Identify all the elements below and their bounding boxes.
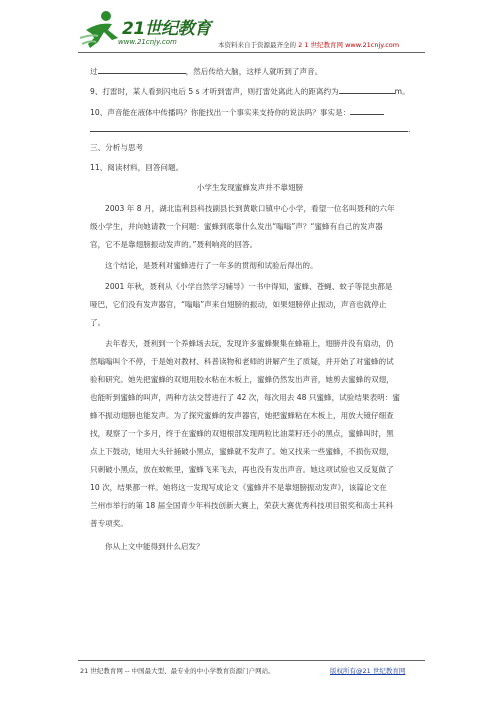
line-continuation-start: 过 [90, 67, 98, 76]
paragraph-4-line: 去年春天，聂利到一个养蜂场去玩，发现许多蜜蜂聚集在蜂箱上，翅膀并没有扇动，仍 [105, 339, 394, 348]
section-heading: 三、分析与思考 [90, 143, 144, 152]
paragraph-1-line: 官，它不是靠翅膀振动发声的。”聂利响亮的回答。 [90, 240, 258, 249]
closing-question: 你从上文中能得到什么启发？ [105, 542, 204, 551]
paragraph-3-line: 2001 年秋，聂利从《小学自然学习辅导》一书中得知，蜜蜂、苍蝇、蚊子等昆虫都是 [105, 282, 393, 291]
logo-url-text: www.21cnjy.com [118, 38, 177, 46]
logo-brand-text: 21世纪教育 [122, 19, 211, 39]
paragraph-2: 这个结论，是聂利对蜜蜂进行了一年多的贯彻和试验后得出的。 [105, 261, 318, 270]
question-10-answer-line: . [90, 123, 410, 135]
paragraph-4-line: 点上下鼓动，她用大头针捅破小黑点，蜜蜂就不发声了。她又找来一些蜜蜂，不损伤双翅， [90, 447, 394, 456]
header-divider [78, 52, 425, 53]
footer-copyright-link[interactable]: 版权所有@21 世纪教育网 [330, 667, 406, 675]
paragraph-4-line: 验和研究。她先把蜜蜂的双翅用胶水粘在木板上，蜜蜂仍然发出声音，她剪去蜜蜂的双翅， [90, 375, 394, 384]
paragraph-3-line: 哑巴，它们没有发声器官，“嗡嗡”声来自翅膀的振动，如果翅膀停止振动，声音也就停止 [90, 300, 387, 309]
question-9-unit: m。 [394, 87, 410, 96]
question-10-text: 10、声音能在液体中传播吗？你能找出一个事实来支持你的说法吗？事实是： [90, 108, 351, 117]
article-title: 小学生发现蜜蜂发声并不靠翅膀 [196, 183, 304, 192]
paragraph-4-line: 兰州市举行的第 18 届全国青少年科技创新大赛上，荣获大赛优秀科技项目银奖和高士其科 [90, 501, 394, 510]
answer-blank[interactable] [98, 65, 186, 74]
header-note-url[interactable]: www.21cnjy.com [345, 41, 400, 49]
footer-site-description: 21 世纪教育网 -- 中国最大型、最专业的中小学教育资源门户网站。 [80, 667, 275, 675]
line-continuation-end: ，然后传给大脑，这样人就听到了声音。 [185, 67, 323, 76]
answer-blank[interactable] [350, 106, 384, 115]
header-note-prefix: 本资料来自于资源最齐全的 [218, 41, 296, 49]
page-header [0, 0, 500, 60]
site-logo[interactable] [78, 8, 211, 54]
header-note [218, 40, 399, 49]
answer-blank[interactable] [339, 85, 395, 94]
paragraph-4-line: 然嗡嗡叫个不停，于是她对教材、科普读物和老师的讲解产生了质疑，并开始了对蜜蜂的试 [90, 357, 394, 366]
question-10 [90, 106, 384, 118]
paragraph-4-line: 也能听到蜜蜂的叫声，两种方法交替进行了 42 次，每次用去 48 只蜜蜂，试验结果表明：蜜 [90, 393, 400, 402]
question-9 [90, 85, 410, 97]
answer-blank[interactable] [90, 123, 408, 132]
question-11: 11、阅读材料，回答问题。 [90, 163, 184, 172]
paragraph-1-line: 2003 年 8 月，湖北监利县科技副县长到黄歇口镇中心小学，看望一位名叫聂利的六年 [105, 204, 395, 213]
paragraph-4-line: 找，观察了一个多月，终于在蜜蜂的双翅根部发现两粒比油菜籽还小的黑点，蜜蜂叫时，黑 [90, 429, 394, 438]
footer-divider [78, 660, 425, 661]
paragraph-4-line: 只刺破小黑点，放在蚊帐里，蜜蜂飞来飞去，再也没有发出声音。她这项试验也又反复做了 [90, 465, 394, 474]
header-note-site[interactable]: 2 1 世纪教育网 [298, 41, 343, 49]
question-9-text: 9、打雷时，某人看到闪电后 5 s 才听到雷声，则打雷处离此人的距离约为 [90, 87, 339, 96]
paragraph-4-line: 蜂不振动翅膀也能发声。为了探究蜜蜂的发声器官，她把蜜蜂粘在木板上，用放大镜仔细查 [90, 411, 394, 420]
paragraph-3-line: 了。 [90, 318, 106, 327]
paragraph-4-line: 10 次，结果都一样。她将这一发现写成论文《蜜蜂并不是靠翅膀振动发声》，该篇论文在 [90, 483, 387, 492]
paragraph-4-line: 普专项奖。 [90, 519, 128, 528]
line-continuation [90, 65, 322, 77]
paragraph-1-line: 级小学生，并向她请教一个问题：蜜蜂到底靠什么发出“嗡嗡”声？“蜜蜂有自己的发声器 [90, 222, 383, 231]
